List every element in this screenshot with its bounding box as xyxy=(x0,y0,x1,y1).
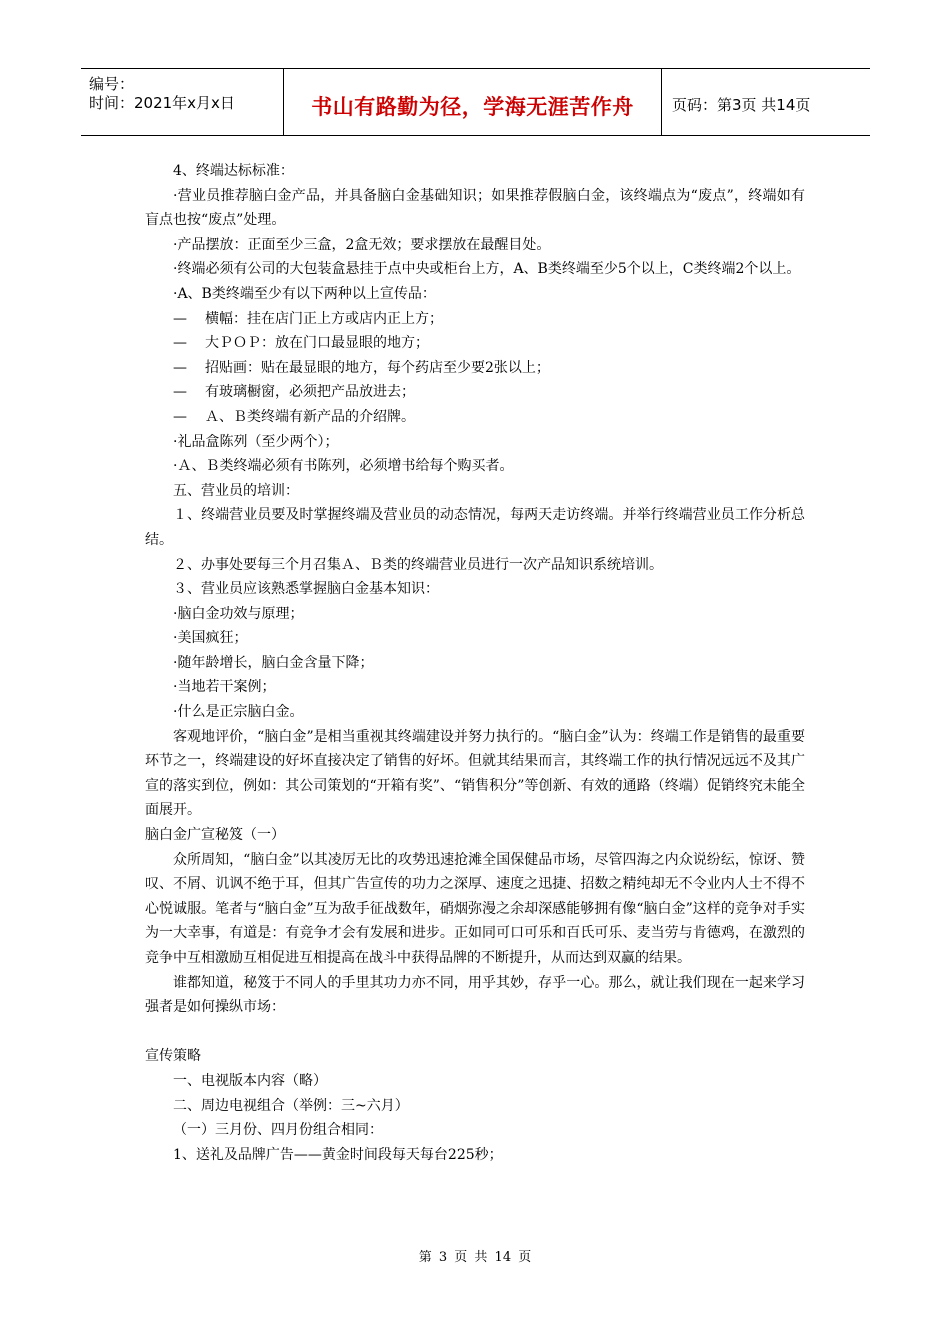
page-header xyxy=(81,68,870,136)
document-date-label: 时间：2021年x月x日 xyxy=(89,94,235,112)
dash-list-item xyxy=(145,405,805,430)
dash-bullet: — xyxy=(173,310,187,327)
body-paragraph: 1、送礼及品牌广告——黄金时间段每天每台225秒； xyxy=(173,1146,503,1163)
body-paragraph: （一）三月份、四月份组合相同： xyxy=(173,1122,383,1139)
body-paragraph: ·当地若干案例； xyxy=(173,679,276,696)
body-paragraph: 二、周边电视组合（举例：三~六月） xyxy=(173,1097,409,1114)
body-paragraph: 宣传策略 xyxy=(145,1048,201,1065)
dash-list-text: 招贴画：贴在最显眼的地方，每个药店至少要2张以上； xyxy=(205,359,550,376)
body-paragraph: ·Ａ、Ｂ类终端必须有书陈列，必须增书给每个购买者。 xyxy=(173,458,514,475)
body-paragraph: ·终端必须有公司的大包装盒悬挂于点中央或柜台上方，A、B类终端至少5个以上，C类终端2个以上。 xyxy=(173,261,801,278)
document-number-label: 编号： xyxy=(89,75,135,93)
header-motto: 书山有路勤为径，学海无涯苦作舟 xyxy=(311,94,634,119)
body-paragraph: 客观地评价，“脑白金”是相当重视其终端建设并努力执行的。“脑白金”认为：终端工作是销售的最重要环节之一，终端建设的好坏直接决定了销售的好坏。但就其结果而言，其终端工作的执行情况远远不及其广宣的落实到位，例如：其公司策划的“开箱有奖”、“销售积分”等创新、有效的通路（终端）促销终究未能全面展开。 xyxy=(145,728,805,819)
dash-bullet: — xyxy=(173,335,187,352)
body-paragraph: ·脑白金功效与原理； xyxy=(173,605,304,622)
body-paragraph: 众所周知，“脑白金”以其凌厉无比的攻势迅速抢滩全国保健品市场，尽管四海之内众说纷纭，惊讶、赞叹、不屑、讥讽不绝于耳，但其广告宣传的功力之深厚、速度之迅捷、招数之精纯却无不令业内人士不得不心悦诚服。笔者与“脑白金”互为敌手征战数年，硝烟弥漫之余却深感能够拥有像“脑白金”这样的竞争对手实为一大幸事，有道是：有竞争才会有发展和进步。正如同可口可乐和百氏可乐、麦当劳与肯德鸡，在激烈的竞争中互相激励互相促进互相提高在战斗中获得品牌的不断提升，从而达到双赢的结果。 xyxy=(145,851,805,966)
body-paragraph: 脑白金广宣秘笈（一） xyxy=(145,827,285,844)
body-paragraph: ·美国疯狂； xyxy=(173,630,248,647)
page-footer: 第 3 页 共 14 页 xyxy=(418,1250,532,1265)
body-paragraph: ３、营业员应该熟悉掌握脑白金基本知识： xyxy=(173,581,439,598)
body-paragraph: 4、终端达标标准： xyxy=(173,163,294,179)
dash-bullet: — xyxy=(173,359,187,376)
body-paragraph: ·随年龄增长，脑白金含量下降； xyxy=(173,654,374,671)
body-paragraph: ·营业员推荐脑白金产品，并具备脑白金基础知识；如果推荐假脑白金，该终端点为“废点”，终端如有盲点也按“废点”处理。 xyxy=(145,187,805,229)
body-paragraph: ·A、B类终端至少有以下两种以上宣传品： xyxy=(173,285,436,302)
document-body xyxy=(145,159,805,1167)
dash-bullet: — xyxy=(173,408,187,425)
dash-list-text: Ａ、Ｂ类终端有新产品的介绍牌。 xyxy=(205,408,415,425)
dash-list-item xyxy=(145,380,805,405)
body-paragraph: ·礼品盒陈列（至少两个）； xyxy=(173,433,339,450)
dash-list-text: 大ＰＯＰ：放在门口最显眼的地方； xyxy=(205,335,429,352)
dash-list-item xyxy=(145,356,805,381)
header-motto-cell xyxy=(284,69,662,135)
blank-line xyxy=(145,1020,805,1045)
dash-list-text: 横幅：挂在店门正上方或店内正上方； xyxy=(205,310,443,327)
body-paragraph: 五、营业员的培训： xyxy=(173,482,299,499)
dash-list-item xyxy=(145,307,805,332)
body-paragraph: １、终端营业员要及时掌握终端及营业员的动态情况，每两天走访终端。并举行终端营业员工作分析总结。 xyxy=(145,507,805,548)
body-paragraph: ·什么是正宗脑白金。 xyxy=(173,704,304,721)
body-paragraph: 谁都知道，秘笈于不同人的手里其功力亦不同，用乎其妙，存乎一心。那么，就让我们现在一起来学习强者是如何操纵市场： xyxy=(145,974,805,1016)
body-paragraph: 一、电视版本内容（略） xyxy=(173,1072,327,1089)
dash-bullet: — xyxy=(173,384,187,401)
header-page-cell xyxy=(662,69,870,135)
dash-list-item xyxy=(145,331,805,356)
body-paragraph: ２、办事处要每三个月召集Ａ、Ｂ类的终端营业员进行一次产品知识系统培训。 xyxy=(173,556,663,573)
dash-list-text: 有玻璃橱窗，必须把产品放进去； xyxy=(205,384,415,401)
header-meta-cell xyxy=(81,69,284,135)
header-page-info: 页码：第3页 共14页 xyxy=(672,96,811,114)
body-paragraph: ·产品摆放：正面至少三盒，2盒无效；要求摆放在最醒目处。 xyxy=(173,236,551,253)
